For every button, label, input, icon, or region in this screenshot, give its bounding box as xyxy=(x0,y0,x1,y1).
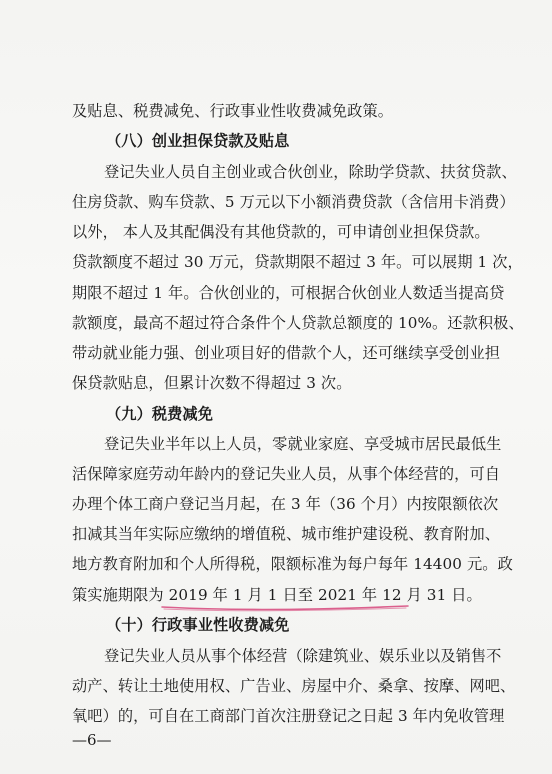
text-line: 扣减其当年实际应缴纳的增值税、城市维护建设税、教育附加、 xyxy=(72,525,501,543)
text-line: 登记失业人员从事个体经营（除建筑业、娱乐业以及销售不 xyxy=(104,647,502,665)
text-line: 期限不超过 1 年。合伙创业的，可根据合伙创业人数适当提高贷 xyxy=(72,284,505,302)
text-line: 款额度，最高不超过符合条件个人贷款总额度的 10%。还款积极、 xyxy=(72,314,524,332)
text-line: 住房贷款、购车贷款、5 万元以下小额消费贷款（含信用卡消费） xyxy=(72,193,515,211)
text-line: 以外， 本人及其配偶没有其他贷款的，可申请创业担保贷款。 xyxy=(72,223,490,241)
handwritten-underline xyxy=(160,603,410,613)
section-heading: （八）创业担保贷款及贴息 xyxy=(106,132,290,150)
text-line: 保贷款贴息，但累计次数不得超过 3 次。 xyxy=(72,374,352,392)
page-number: —6— xyxy=(72,731,112,749)
text-line: 办理个体工商户登记当月起，在 3 年（36 个月）内按限额依次 xyxy=(72,495,499,513)
text-line: 策实施期限为 2019 年 1 月 1 日至 2021 年 12 月 31 日。 xyxy=(72,586,482,604)
text-line: 登记失业人员自主创业或合伙创业，除助学贷款、扶贫贷款、 xyxy=(104,163,517,181)
text-line: 地方教育附加和个人所得税，限额标准为每户每年 14400 元。政 xyxy=(72,555,513,573)
text-line: 贷款额度不超过 30 万元，贷款期限不超过 3 年。可以展期 1 次， xyxy=(72,253,523,271)
section-heading: （九）税费减免 xyxy=(106,405,214,423)
section-heading: （十）行政事业性收费减免 xyxy=(106,616,290,634)
text-line: 氧吧）的，可自在工商部门首次注册登记之日起 3 年内免收管理 xyxy=(72,707,505,725)
text-line: 动产、转让土地使用权、广告业、房屋中介、桑拿、按摩、网吧、 xyxy=(72,677,516,695)
text-line: 活保障家庭劳动年龄内的登记失业人员，从事个体经营的，可自 xyxy=(72,465,501,483)
text-line: 及贴息、税费减免、行政事业性收费减免政策。 xyxy=(72,102,394,120)
text-line: 带动就业能力强、创业项目好的借款个人，还可继续享受创业担 xyxy=(72,344,501,362)
text-line: 登记失业半年以上人员，零就业家庭、享受城市居民最低生 xyxy=(104,435,502,453)
